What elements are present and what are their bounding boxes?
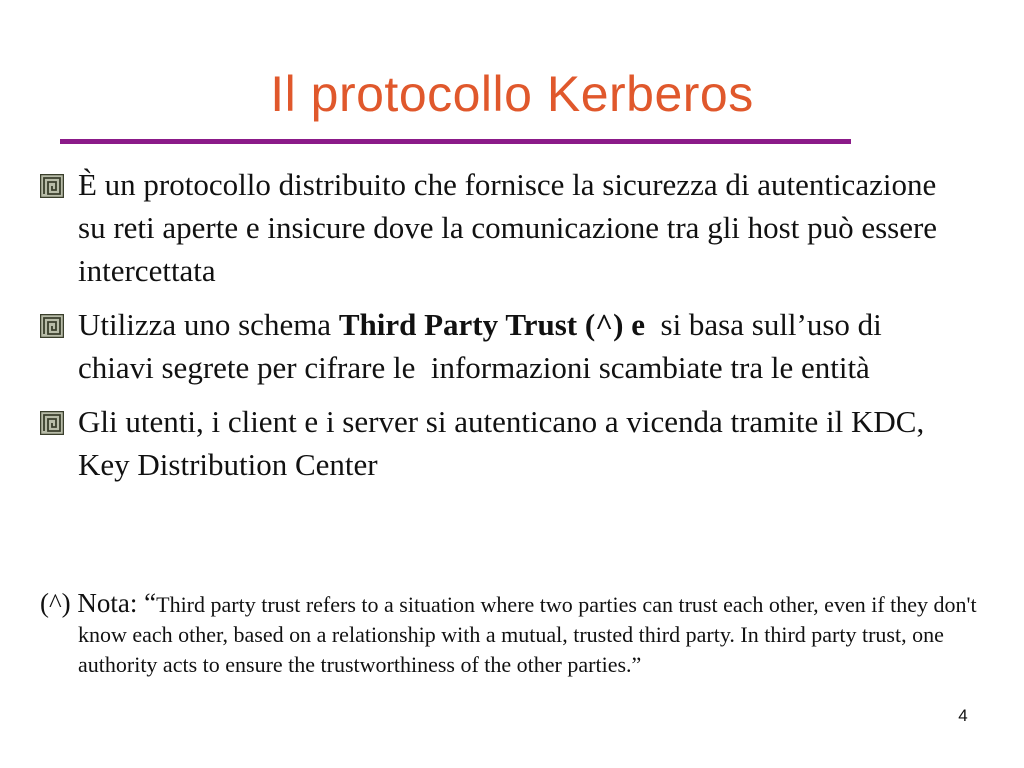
footnote-body: Third party trust refers to a situation where two parties can trust each other, even if they don't know each other, based on a relationship with a mutual, trusted third party. In third party trust, one authority acts to ensure the trustworthiness of the other parties.” <box>78 592 977 677</box>
bullet-text-2-bold: Third Party Trust (^) e <box>338 307 645 342</box>
square-spiral-bullet-icon <box>40 174 64 198</box>
page-number: 4 <box>958 706 968 725</box>
bullet-text-2-pre: Utilizza uno schema <box>78 307 339 342</box>
bullet-list <box>40 163 940 497</box>
bullet-item-2 <box>40 303 940 389</box>
bullet-item-1 <box>40 163 940 292</box>
square-spiral-bullet-icon <box>40 314 64 338</box>
square-spiral-bullet-icon <box>40 411 64 435</box>
bullet-item-3 <box>40 400 940 486</box>
footnote-prefix: (^) Nota: “ <box>40 588 157 618</box>
bullet-text-3: Gli utenti, i client e i server si autenticano a vicenda tramite il KDC, Key Distribution Center <box>78 404 925 482</box>
footnote <box>40 588 1023 680</box>
title-underline <box>60 139 851 144</box>
slide-title: Il protocollo Kerberos <box>270 66 754 122</box>
bullet-text-1: È un protocollo distribuito che fornisce la sicurezza di autenticazione su reti aperte e insicure dove la comunicazione tra gli host può essere intercettata <box>78 167 938 288</box>
bullet-text-2-post: si basa sull’uso di chiavi segrete per cifrare le informazioni scambiate tra le entità <box>78 307 890 385</box>
